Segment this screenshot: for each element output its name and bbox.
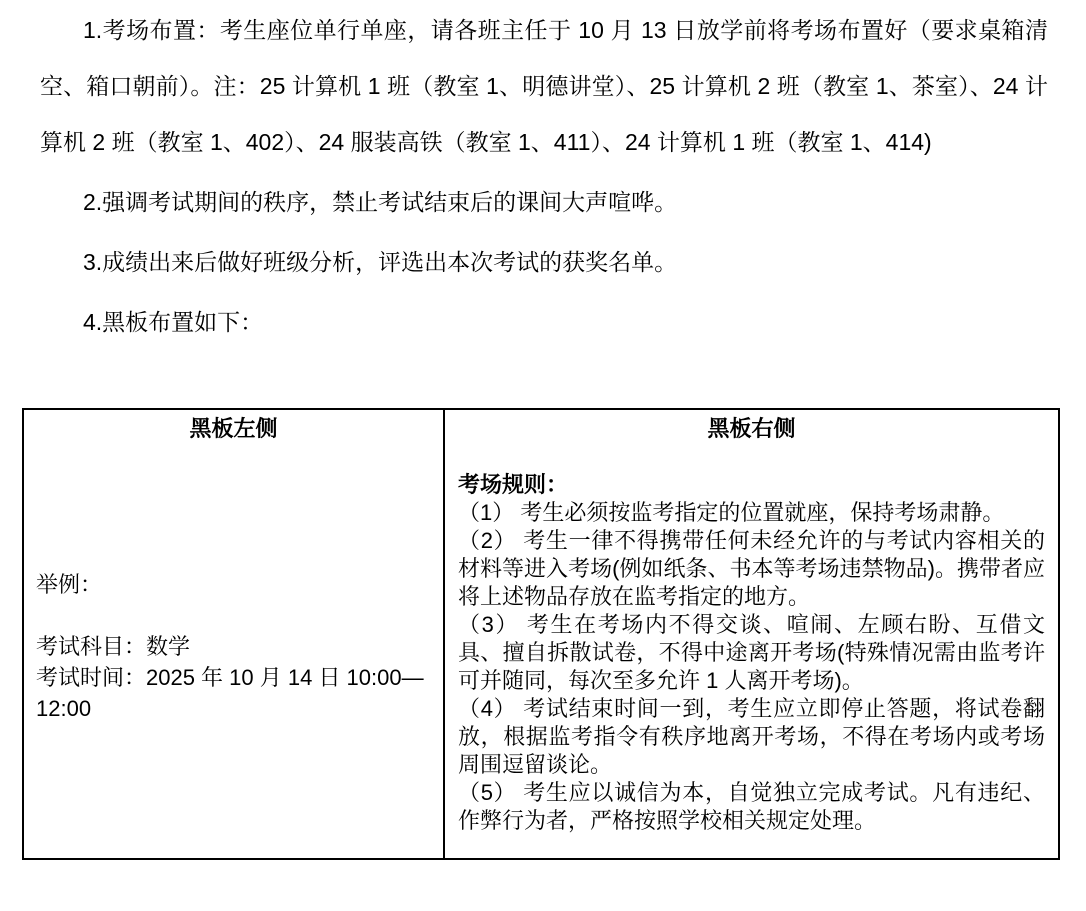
exam-rule-5: （5） 考生应以诚信为本，自觉独立完成考试。凡有违纪、作弊行为者，严格按照学校相关规定处理。 (458, 780, 1045, 833)
exam-rule-2: （2） 考生一律不得携带任何未经允许的与考试内容相关的材料等进入考场(例如纸条、书本等考场违禁物品)。携带者应将上述物品存放在监考指定的地方。 (458, 528, 1045, 609)
exam-rules-title: 考场规则： (458, 472, 569, 497)
blackboard-right-cell (445, 410, 1058, 858)
paragraph-blackboard-layout: 4.黑板布置如下： (83, 309, 264, 335)
paragraph-exam-order: 2.强调考试期间的秩序，禁止考试结束后的课间大声喧哗。 (83, 189, 678, 215)
exam-time-line: 考试时间：2025 年 10 月 14 日 10:00—12:00 (36, 665, 424, 721)
blackboard-right-header: 黑板右侧 (707, 416, 796, 441)
blank-line (36, 600, 431, 631)
blank-line (458, 445, 1045, 470)
example-label: 举例： (36, 572, 103, 597)
exam-rule-1: （1） 考生必须按监考指定的位置就座，保持考场肃静。 (458, 500, 1005, 525)
paragraph-exam-room-setup: 1.考场布置：考生座位单行单座，请各班主任于 10 月 13 日放学前将考场布置好（要求桌箱清空、箱口朝前）。注：25 计算机 1 班（教室 1、明德讲堂）、25 计算机 2 班（教室 1、茶室）、24 计算机 2 班（教室 1、402）、24 服装高铁（教室 1、411）、24 计算机 1 班（教室 1、414) (40, 17, 1048, 155)
exam-subject-line: 考试科目：数学 (36, 634, 191, 659)
exam-rule-3: （3） 考生在考场内不得交谈、喧闹、左顾右盼、互借文具、擅自拆散试卷，不得中途离开考场(特殊情况需由监考许可并随同，每次至多允许 1 人离开考场)。 (458, 612, 1045, 693)
paragraph-class-analysis: 3.成绩出来后做好班级分析，评选出本次考试的获奖名单。 (83, 249, 678, 275)
blackboard-table (22, 408, 1060, 860)
exam-rule-4: （4） 考试结束时间一到，考生应立即停止答题，将试卷翻放，根据监考指令有秩序地离开考场，不得在考场内或考场周围逗留谈论。 (458, 696, 1045, 777)
blackboard-left-header: 黑板左侧 (189, 416, 278, 441)
blackboard-left-cell (24, 410, 445, 858)
blackboard-left-content (36, 445, 431, 848)
